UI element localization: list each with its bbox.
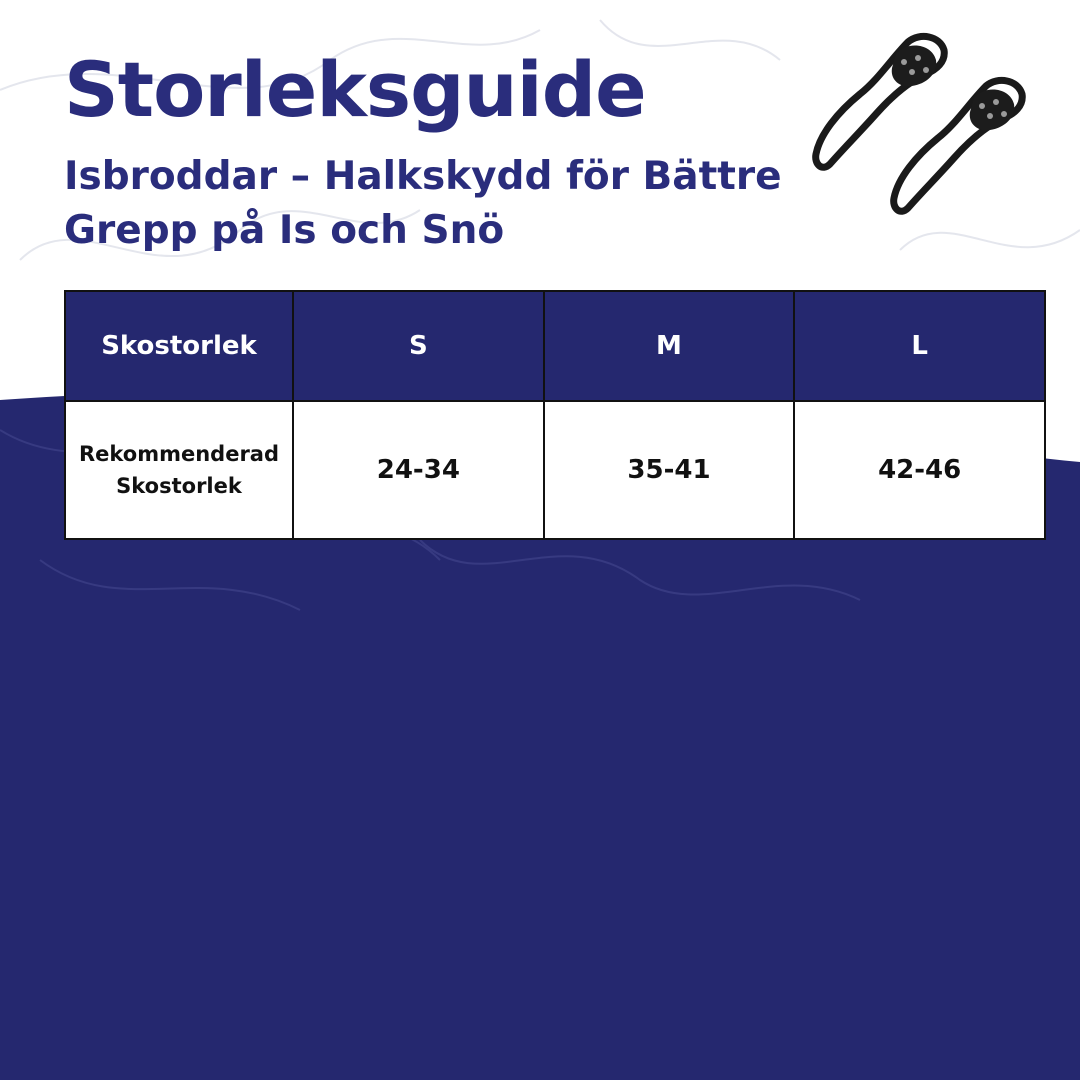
size-range-s: 24-34 (293, 401, 544, 539)
column-header-skostorlek: Skostorlek (65, 291, 293, 401)
ice-cleat-pair-icon (808, 30, 1038, 220)
table-row (65, 401, 1045, 539)
table-header-row (65, 291, 1045, 401)
row-label: Rekommenderad Skostorlek (65, 401, 293, 539)
size-range-l: 42-46 (794, 401, 1045, 539)
size-range-m: 35-41 (544, 401, 795, 539)
page-subtitle: Isbroddar – Halkskydd för Bättre Grepp på Is och Snö (64, 154, 782, 253)
column-header-l: L (794, 291, 1045, 401)
page-title: Storleksguide (64, 45, 646, 134)
column-header-m: M (544, 291, 795, 401)
size-table (64, 290, 1046, 540)
column-header-s: S (293, 291, 544, 401)
